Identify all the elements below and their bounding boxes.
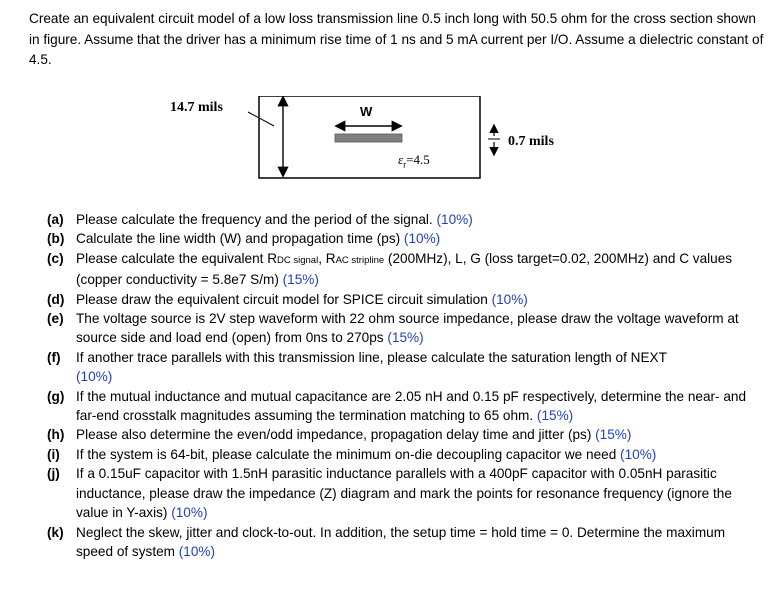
question-e: (e) The voltage source is 2V step waveform with 22 ohm source impedance, please draw the voltage waveform at source side and load end (open) from 0ns to 270ps (15%) — [47, 311, 739, 346]
problem-intro: Create an equivalent circuit model of a low loss transmission line 0.5 inch long with 50.5 ohm for the cross section shown in figure. Assume that the driver has a minimum rise time of 1 ns and 5 mA current per I/O. Assume a dielectric constant of 4.5. — [29, 11, 764, 67]
question-list — [47, 210, 752, 561]
height-label: 14.7 mils — [170, 100, 223, 115]
question-i: (i) If the system is 64-bit, please calculate the minimum on-die decoupling capacitor we need (10%) — [47, 446, 657, 462]
question-a: (a) Please calculate the frequency and the period of the signal. (10%) — [47, 212, 473, 227]
question-k: (k) Neglect the skew, jitter and clock-to-out. In addition, the setup time = hold time = 0. Determine the maximum speed of system (10%) — [47, 524, 726, 559]
question-d: (d) Please draw the equivalent circuit model for SPICE circuit simulation (10%) — [47, 291, 528, 307]
question-b: (b) Calculate the line width (W) and propagation time (ps) (10%) — [47, 231, 441, 247]
question-f: (f) If another trace parallels with this transmission line, please calculate the saturation length of NEXT (10%) — [47, 349, 667, 385]
stripline-cross-section-figure — [170, 96, 590, 192]
question-g: (g) If the mutual inductance and mutual capacitance are 2.05 nH and 0.15 pF respectively, determine the near- and far-end crosstalk magnitudes assuming the termination matching to 65 ohm. (15%) — [47, 388, 747, 424]
thickness-label: 0.7 mils — [508, 134, 554, 149]
question-j: (j) If a 0.15uF capacitor with 1.5nH parasitic inductance parallels with a 400pF capacitor with 0.05nH parasitic inductance, please draw the impedance (Z) diagram and mark the points for resonance frequency (ignore the value in Y-axis) (10%) — [47, 466, 732, 521]
width-label: W — [360, 104, 373, 119]
dielectric-constant-label: $\varepsilon_r=4.5$ — [398, 152, 430, 170]
question-h: (h) Please also determine the even/odd impedance, propagation delay time and jitter (ps) (15%) — [47, 427, 632, 443]
question-c: (c) Please calculate the equivalent RDC signal, RAC stripline (200MHz), L, G (loss target=0.02, 200MHz) and C values (copper conductivity = 5.8e7 S/m) (15%) — [47, 250, 733, 288]
signal-trace — [335, 134, 402, 142]
height-leader-line — [248, 112, 274, 126]
